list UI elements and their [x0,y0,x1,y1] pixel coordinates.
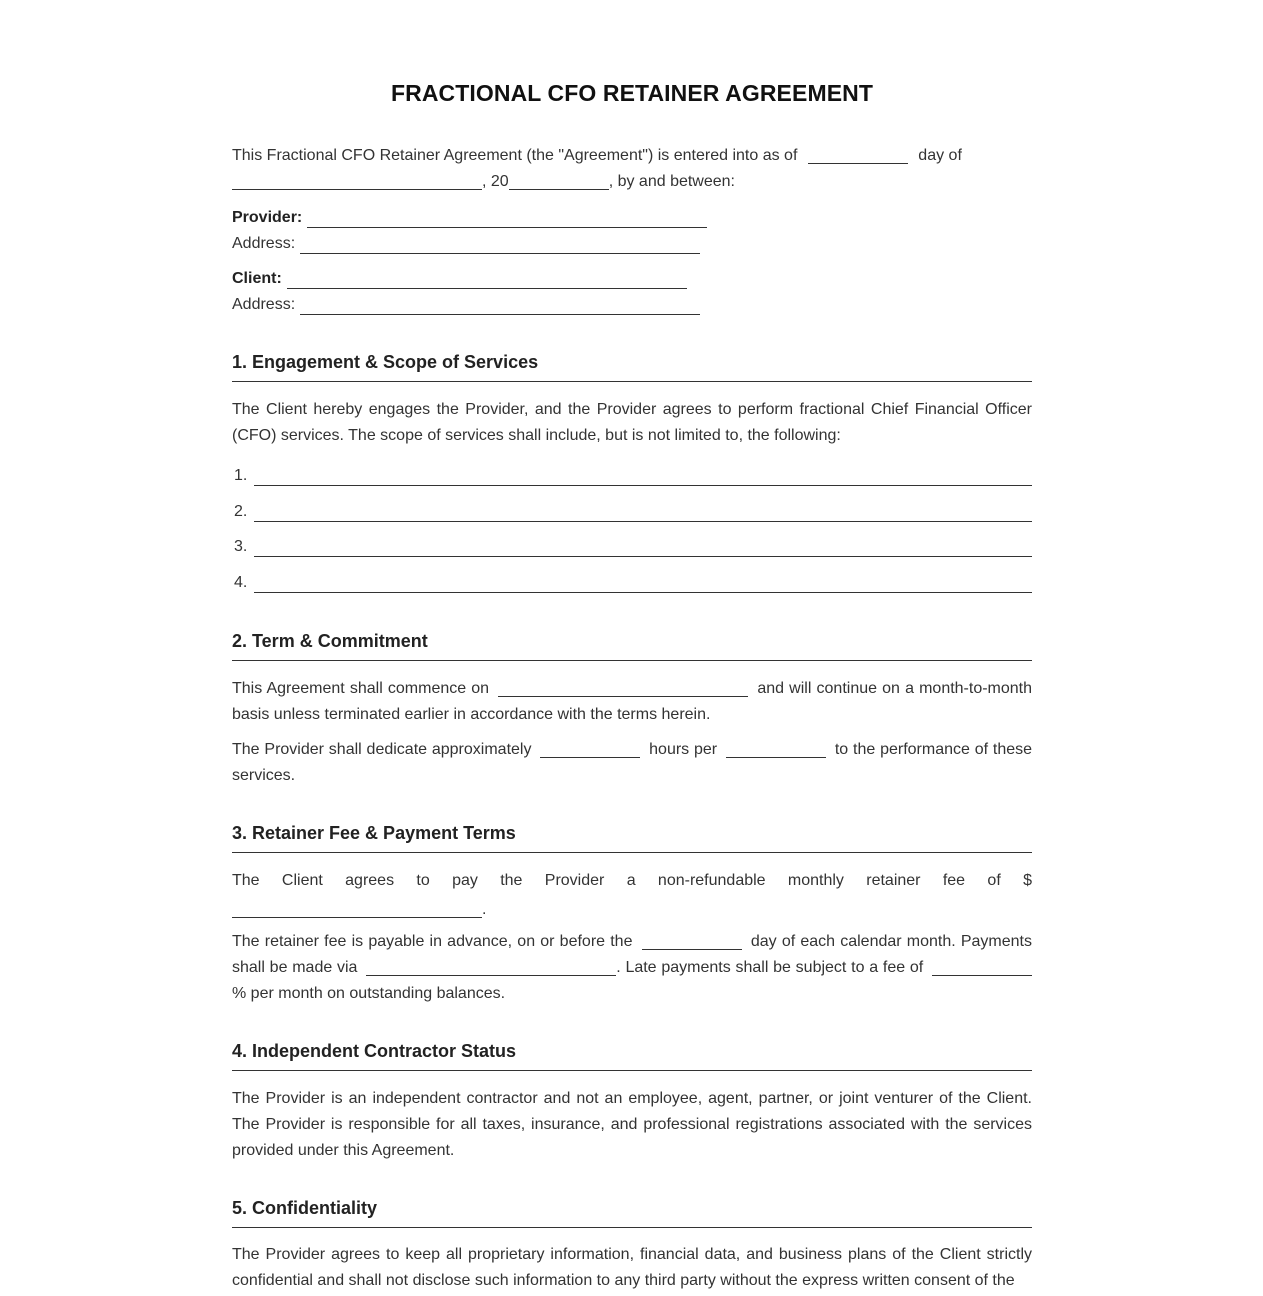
intro-paragraph [232,143,1032,195]
provider-label: Provider: [232,209,303,226]
hours-period-blank[interactable] [726,739,826,758]
section-1-body: The Client hereby engages the Provider, and the Provider agrees to perform fractional Chief Financial Officer (CFO) services. The scope of services shall include, but is not limited to, the following: [232,401,1032,444]
client-address-label: Address: [232,296,296,313]
payment-text-3: . Late payments shall be subject to a fee of [616,959,924,976]
scope-item-3 [232,537,1032,557]
scope-item-2 [232,502,1032,522]
provider-address-blank[interactable] [300,235,700,254]
client-row [232,269,687,289]
retainer-fee-blank[interactable] [232,899,482,918]
payment-text-4: % per month on outstanding balances. [232,985,506,1002]
commence-date-blank[interactable] [498,678,748,697]
payment-text-1: The retainer fee is payable in advance, on or before the [232,933,633,950]
scope-item-number: 2. [234,503,248,520]
intro-text-2: day of [918,147,962,164]
hours-paragraph [232,737,1032,789]
payment-day-blank[interactable] [642,931,742,950]
client-label: Client: [232,270,282,287]
document-title: FRACTIONAL CFO RETAINER AGREEMENT [390,80,874,106]
payment-text-2: day of each calendar month. Payments shall be made via [232,933,1032,976]
hours-text-1: The Provider shall dedicate approximately [232,741,532,758]
scope-item-number: 3. [234,538,248,555]
provider-row [232,208,707,228]
intro-text-4: , by and between: [608,173,735,190]
scope-item-1 [232,466,1032,486]
client-address-row [232,295,700,315]
term-paragraph [232,676,1032,728]
scope-item-4 [232,573,1032,593]
section-4-heading: 4. Independent Contractor Status [232,1040,1032,1071]
term-text-1: This Agreement shall commence on [232,680,490,697]
date-month-blank[interactable] [232,171,482,190]
section-5-heading: 5. Confidentiality [232,1197,1032,1228]
hours-count-blank[interactable] [540,739,640,758]
intro-text-3: , 20 [482,173,509,190]
section-2-heading: 2. Term & Commitment [232,630,1032,661]
scope-item-number: 4. [234,574,248,591]
scope-item-number: 1. [234,467,248,484]
hours-text-2: hours per [649,741,718,758]
scope-item-blank[interactable] [254,467,1032,486]
term-text-2: and will continue on a month-to-month basis unless terminated earlier in accordance with the terms herein. [232,680,1033,723]
payment-method-blank[interactable] [366,957,616,976]
fee-paragraph-line1: The Client agrees to pay the Provider a non-refundable monthly retainer fee of $ [232,872,1032,889]
scope-item-blank[interactable] [254,538,1032,557]
scope-item-blank[interactable] [254,503,1032,522]
date-year-blank[interactable] [509,171,609,190]
payment-paragraph [232,929,1032,1007]
section-1-heading: 1. Engagement & Scope of Services [232,351,1032,382]
section-4-body: The Provider is an independent contractor and not an employee, agent, partner, or joint venturer of the Client. The Provider is responsible for all taxes, insurance, and professional registrations associated with the services provided under this Agreement. [232,1090,1032,1159]
provider-address-label: Address: [232,235,296,252]
client-address-blank[interactable] [300,296,700,315]
provider-name-blank[interactable] [307,209,707,228]
fee-text-end: . [482,901,487,918]
scope-item-blank[interactable] [254,574,1032,593]
fee-paragraph-line2 [232,897,1032,923]
section-3-heading: 3. Retainer Fee & Payment Terms [232,822,1032,853]
late-fee-blank[interactable] [932,957,1032,976]
section-5-body: The Provider agrees to keep all proprietary information, financial data, and business plans of the Client strictly confidential and shall not disclose such information to any third party without the express written consent of the [232,1246,1032,1289]
hours-text-3: to the performance of these services. [232,741,1033,784]
client-name-blank[interactable] [287,270,687,289]
intro-text-1: This Fractional CFO Retainer Agreement (the "Agreement") is entered into as of [232,147,798,164]
provider-address-row [232,234,700,254]
date-day-blank[interactable] [808,145,908,164]
